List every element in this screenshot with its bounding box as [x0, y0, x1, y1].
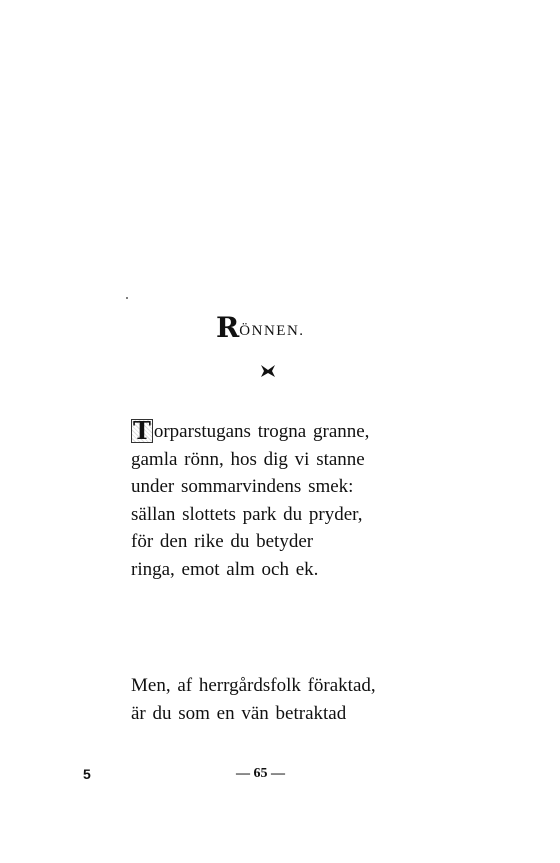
poem-line: är du som en vän betraktad	[131, 702, 347, 724]
drop-cap: T	[133, 416, 151, 445]
poem-title	[216, 312, 305, 342]
title-rest: ÖNNEN.	[239, 323, 305, 339]
poem-line: under sommarvindens smek:	[131, 476, 354, 498]
title-initial: R	[216, 311, 240, 344]
stanza-1	[131, 418, 369, 584]
page-number: — 65 —	[236, 766, 285, 781]
leaf-ornament-icon	[260, 364, 276, 378]
poem-line: T orparstugans trogna granne,	[133, 416, 370, 445]
poem-line: för den rike du betyder	[131, 531, 314, 553]
paper-speck	[126, 297, 128, 299]
signature-mark: 5	[83, 766, 91, 782]
poem-line: ringa, emot alm och ek.	[131, 558, 319, 580]
poem-line: sällan slottets park du pryder,	[131, 503, 363, 525]
poem-line: gamla rönn, hos dig vi stanne	[131, 448, 365, 470]
stanza-2	[131, 672, 376, 727]
poem-line: Men, af herrgårdsfolk föraktad,	[131, 675, 376, 696]
